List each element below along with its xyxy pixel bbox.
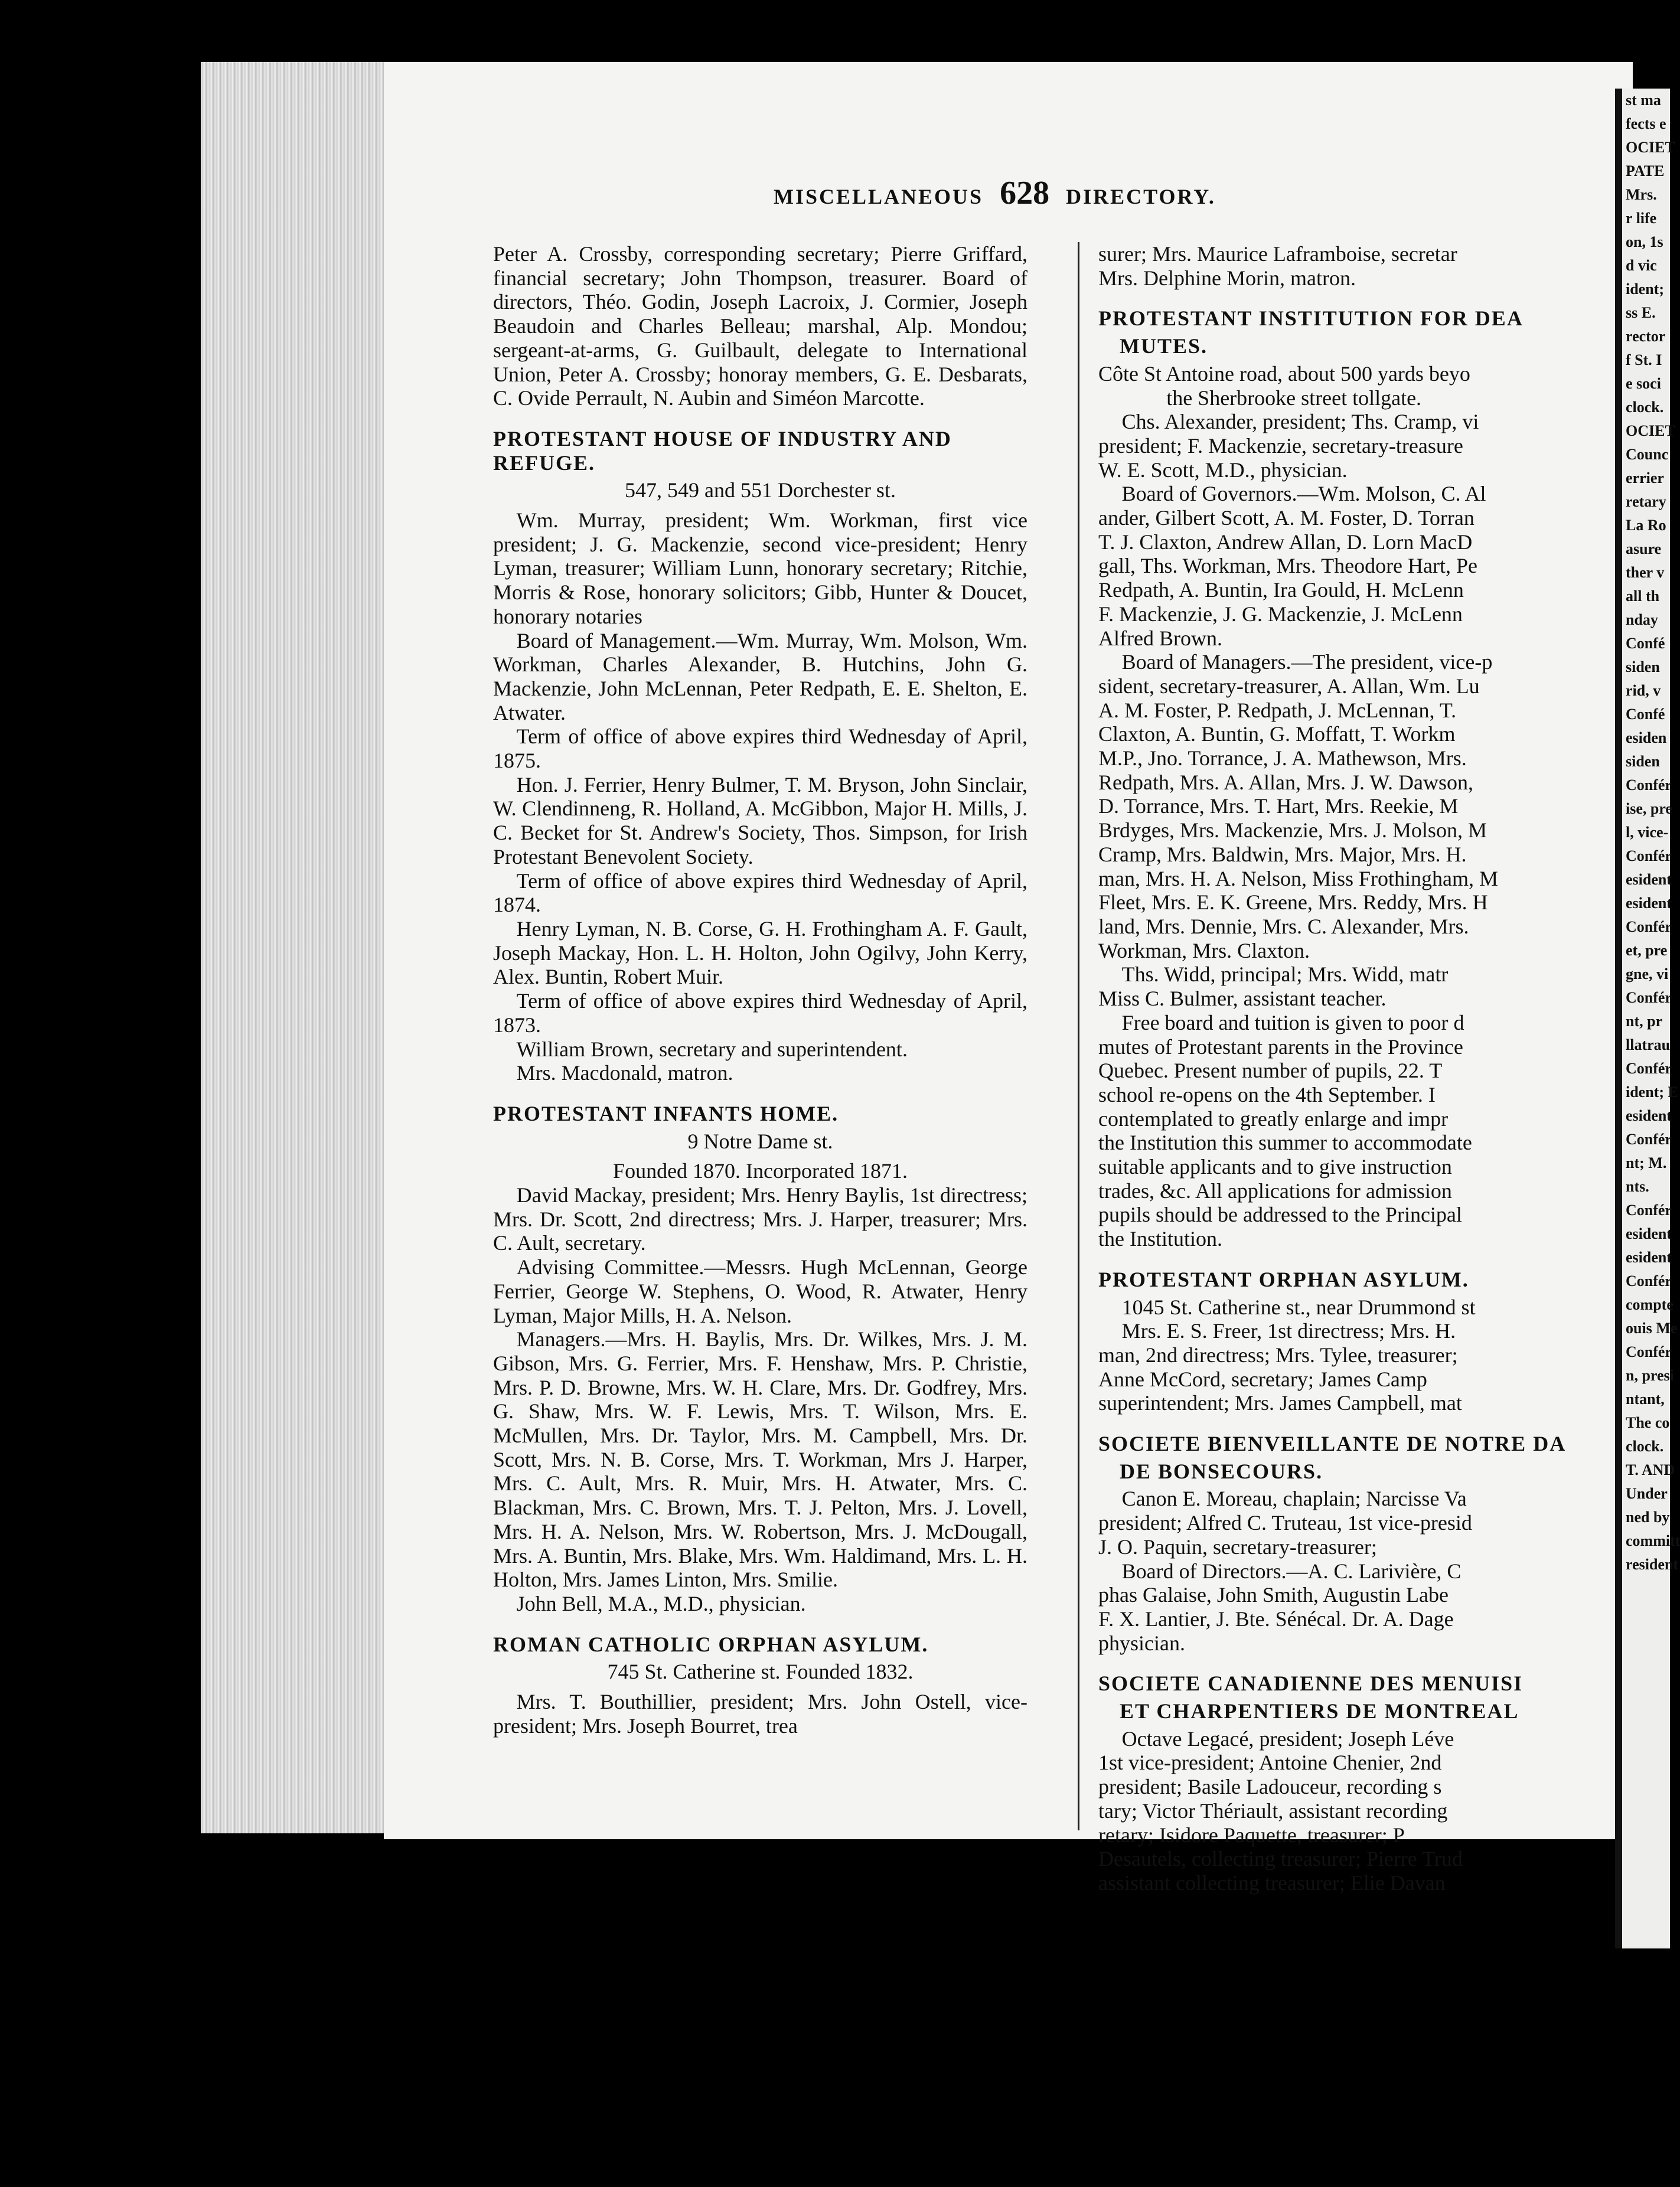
text-line: Chs. Alexander, president; Ths. Cramp, vi xyxy=(1121,410,1479,434)
fragment-line: committ xyxy=(1626,1532,1680,1549)
left-column xyxy=(493,242,1027,1738)
fragment-line: Confér xyxy=(1626,847,1672,864)
fragment-line: nday xyxy=(1626,611,1658,628)
fragment-line: et, pre xyxy=(1626,942,1668,959)
text-line: ander, Gilbert Scott, A. M. Foster, D. Torran xyxy=(1098,506,1475,530)
text-line: Workman, Mrs. Claxton. xyxy=(1098,938,1310,962)
fragment-line: clock. xyxy=(1626,1438,1664,1455)
header-right: DIRECTORY. xyxy=(1066,185,1216,208)
paragraph: Henry Lyman, N. B. Corse, G. H. Frothingham A. F. Gault, Joseph Mackay, Hon. L. H. Holton, John Ogilvy, John Kerry, Alex. Buntin, Robert Muir. xyxy=(493,916,1027,989)
text-line: J. O. Paquin, secretary-treasurer; xyxy=(1098,1535,1377,1559)
fragment-line: errier xyxy=(1626,469,1664,487)
fragment-line: Confé xyxy=(1626,706,1665,723)
fragment-line: d vic xyxy=(1626,257,1657,274)
text-line: the Sherbrooke street tollgate. xyxy=(1166,386,1422,410)
section-heading: PROTESTANT HOUSE OF INDUSTRY AND REFUGE. xyxy=(493,426,952,475)
fragment-line: nt; M. xyxy=(1626,1154,1667,1171)
text-line: president; F. Mackenzie, secretary-treasure xyxy=(1098,433,1463,458)
paragraph: Mrs. Macdonald, matron. xyxy=(516,1061,733,1085)
paragraph: John Bell, M.A., M.D., physician. xyxy=(516,1591,806,1615)
text-line: Miss C. Bulmer, assistant teacher. xyxy=(1098,987,1387,1011)
fragment-line: n, presi xyxy=(1626,1367,1674,1384)
page-number: 628 xyxy=(1000,175,1050,211)
section-heading: ET CHARPENTIERS DE MONTREAL xyxy=(1120,1699,1519,1724)
section-heading: PROTESTANT INSTITUTION FOR DEA xyxy=(1098,306,1524,331)
fragment-line: La Ro xyxy=(1626,517,1666,534)
text-line: Claxton, A. Buntin, G. Moffatt, T. Workm xyxy=(1098,722,1456,746)
text-line: D. Torrance, Mrs. T. Hart, Mrs. Reekie, M xyxy=(1098,794,1459,818)
text-line: school re-opens on the 4th September. I xyxy=(1098,1082,1436,1106)
text-line: Alfred Brown. xyxy=(1098,626,1222,650)
fragment-line: llatrau xyxy=(1626,1036,1671,1053)
fragment-line: ident; xyxy=(1626,280,1664,298)
fragment-line: Under xyxy=(1626,1485,1668,1502)
text-line: superintendent; Mrs. James Campbell, mat xyxy=(1098,1391,1462,1415)
paragraph: Term of office of above expires third Wednesday of April, 1875. xyxy=(493,724,1027,773)
fragment-line: Confér xyxy=(1626,776,1672,794)
section-heading: ROMAN CATHOLIC ORPHAN ASYLUM. xyxy=(493,1632,929,1656)
text-line: phas Galaise, John Smith, Augustin Labe xyxy=(1098,1583,1449,1607)
section-heading: SOCIETE CANADIENNE DES MENUISI xyxy=(1098,1672,1524,1696)
column-rule xyxy=(1078,242,1079,1830)
right-column xyxy=(1098,242,1571,1895)
fragment-line: clock. xyxy=(1626,399,1664,416)
fragment-line: f St. I xyxy=(1626,351,1662,368)
text-line: T. J. Claxton, Andrew Allan, D. Lorn MacD xyxy=(1098,530,1473,554)
fragment-line: rector xyxy=(1626,328,1666,345)
paragraph: Advising Committee.—Messrs. Hugh McLennan, George Ferrier, George W. Stephens, O. Wood, R. Atwater, Henry Lyman, Major Mills, H. A. Nelson. xyxy=(493,1255,1027,1327)
text-line: Redpath, A. Buntin, Ira Gould, H. McLenn xyxy=(1098,578,1464,602)
text-line: mutes of Protestant parents in the Province xyxy=(1098,1034,1463,1059)
fragment-line: siden xyxy=(1626,658,1660,675)
text-line: Desautels, collecting treasurer; Pierre Trud xyxy=(1098,1847,1463,1871)
text-line: Anne McCord, secretary; James Camp xyxy=(1098,1367,1427,1391)
fragment-line: Confér xyxy=(1626,918,1672,935)
paragraph: Hon. J. Ferrier, Henry Bulmer, T. M. Bryson, John Sinclair, W. Clendinneng, R. Holland, A. McGibbon, Major H. Mills, J. C. Becket for St. Andrew's Society, Thos. Simpson, for Irish Protestant Benevolent Society. xyxy=(493,772,1027,869)
text-line: assistant collecting treasurer; Elie Davan xyxy=(1098,1871,1446,1895)
paragraph: Wm. Murray, president; Wm. Workman, first vice president; J. G. Mackenzie, second vice-president; Henry Lyman, treasurer; William Lunn, honorary secretary; Ritchie, Morris & Rose, honorary solicitors; Gibb, Hunter & Doucet, honorary notaries xyxy=(493,508,1027,628)
paragraph: Board of Management.—Wm. Murray, Wm. Molson, Wm. Workman, Charles Alexander, B. Hutchins, John G. Mackenzie, John McLennan, Peter Redpath, E. E. Shelton, E. Atwater. xyxy=(493,628,1027,724)
fragment-line: r life xyxy=(1626,210,1657,227)
text-line: pupils should be addressed to the Principal xyxy=(1098,1203,1462,1227)
page-edges xyxy=(201,62,390,1833)
text-line: Cramp, Mrs. Baldwin, Mrs. Major, Mrs. H. xyxy=(1098,842,1467,866)
paragraph: Peter A. Crossby, corresponding secretary; Pierre Griffard, financial secretary; John Thompson, treasurer. Board of directors, Théo. Godin, Joseph Lacroix, J. Cormier, Joseph Beaudoin and Charles Belleau; marshal, Alp. Mondou; sergeant-at-arms, G. Guilbault, delegate to International Union, Peter A. Crossby; honoray members, G. E. Desbarats, C. Ovide Perrault, N. Aubin and Siméon Marcotte. xyxy=(493,242,1027,410)
text-line: retary; Isidore Paquette, treasurer; P xyxy=(1098,1823,1405,1847)
text-line: Board of Managers.—The president, vice-p xyxy=(1121,650,1493,674)
fragment-line: st ma xyxy=(1626,92,1661,109)
fragment-line: Confér xyxy=(1626,1343,1672,1360)
fragment-line: on, 1s xyxy=(1626,233,1663,250)
fragment-line: resident xyxy=(1626,1556,1679,1573)
text-line: Board of Directors.—A. C. Larivière, C xyxy=(1121,1559,1462,1583)
text-line: the Institution this summer to accommodate xyxy=(1098,1131,1472,1155)
text-line: trades, &c. All applications for admission xyxy=(1098,1179,1452,1203)
fragment-line: rid, v xyxy=(1626,682,1661,699)
fragment-line: compte xyxy=(1626,1296,1674,1313)
text-line: sident, secretary-treasurer, A. Allan, Wm. Lu xyxy=(1098,674,1480,698)
fragment-line: Confér xyxy=(1626,1060,1672,1077)
fragment-line: Confér xyxy=(1626,1202,1672,1219)
text-line: gall, Ths. Workman, Mrs. Theodore Hart, Pe xyxy=(1098,554,1478,578)
fragment-line: esiden xyxy=(1626,729,1667,746)
section-heading: PROTESTANT ORPHAN ASYLUM. xyxy=(1098,1267,1469,1291)
fragment-line: OCIET xyxy=(1626,422,1675,439)
text-line: contemplated to greatly enlarge and impr xyxy=(1098,1106,1449,1131)
fragment-line: e soci xyxy=(1626,375,1661,392)
fragment-line: Confér xyxy=(1626,1272,1672,1290)
fragment-line: esident xyxy=(1626,1107,1672,1124)
section-heading: DE BONSECOURS. xyxy=(1120,1459,1323,1483)
paragraph: David Mackay, president; Mrs. Henry Baylis, 1st directress; Mrs. Dr. Scott, 2nd directress; Mrs. J. Harper, treasurer; Mrs. C. Ault, secretary. xyxy=(493,1183,1027,1255)
paragraph: William Brown, secretary and superintendent. xyxy=(516,1037,908,1061)
text-line: Redpath, Mrs. A. Allan, Mrs. J. W. Dawson, xyxy=(1098,770,1474,794)
text-line: W. E. Scott, M.D., physician. xyxy=(1098,458,1348,482)
fragment-line: ntant, xyxy=(1626,1390,1665,1408)
fragment-line: The co xyxy=(1626,1414,1670,1431)
fragment-line: Confér xyxy=(1626,989,1672,1006)
fragment-line: all th xyxy=(1626,587,1660,605)
text-line: suitable applicants and to give instruction xyxy=(1098,1155,1452,1179)
paragraph: Term of office of above expires third Wednesday of April, 1874. xyxy=(493,869,1027,917)
text-line: Canon E. Moreau, chaplain; Narcisse Va xyxy=(1121,1487,1467,1511)
fragment-line: nts. xyxy=(1626,1178,1649,1195)
fragment-line: fects e xyxy=(1626,115,1666,132)
section-heading: MUTES. xyxy=(1120,334,1208,358)
fragment-line: esident xyxy=(1626,1225,1672,1242)
text-line: president; Alfred C. Truteau, 1st vice-presid xyxy=(1098,1511,1472,1535)
fragment-line: Counc xyxy=(1626,446,1669,463)
fragment-line: nt, pr xyxy=(1626,1013,1663,1030)
fragment-line: l, vice- xyxy=(1626,824,1669,841)
fragment-line: Confér xyxy=(1626,1131,1672,1148)
text-line: 1st vice-president; Antoine Chenier, 2nd xyxy=(1098,1751,1442,1775)
fragment-line: ss E. xyxy=(1626,304,1656,321)
next-page-fragment xyxy=(1615,89,1680,1948)
fragment-line: asure xyxy=(1626,540,1662,557)
fragment-line: Mrs. xyxy=(1626,186,1657,203)
text-line: Mrs. E. S. Freer, 1st directress; Mrs. H. xyxy=(1121,1319,1456,1343)
text-line: F. Mackenzie, J. G. Mackenzie, J. McLenn xyxy=(1098,602,1463,626)
paragraph: Mrs. T. Bouthillier, president; Mrs. John Ostell, vice-president; Mrs. Joseph Bourret, trea xyxy=(493,1690,1027,1738)
text-line: man, Mrs. H. A. Nelson, Miss Frothingham, M xyxy=(1098,866,1499,890)
text-line: president; Basile Ladouceur, recording s xyxy=(1098,1775,1442,1799)
fragment-line: T. AND xyxy=(1626,1461,1675,1478)
header-left: MISCELLANEOUS xyxy=(774,185,984,208)
section-heading: SOCIETE BIENVEILLANTE DE NOTRE DA xyxy=(1098,1432,1567,1456)
text-line: Board of Governors.—Wm. Molson, C. Al xyxy=(1121,482,1486,506)
running-header xyxy=(774,174,1216,212)
text-line: A. M. Foster, P. Redpath, J. McLennan, T. xyxy=(1098,698,1457,722)
text-line: surer; Mrs. Maurice Laframboise, secretar xyxy=(1098,242,1457,266)
fragment-line: OCIET xyxy=(1626,139,1675,156)
address: 1045 St. Catherine st., near Drummond st xyxy=(1121,1295,1476,1319)
text-line: Mrs. Delphine Morin, matron. xyxy=(1098,266,1356,290)
text-line: M.P., Jno. Torrance, J. A. Mathewson, Mrs. xyxy=(1098,746,1467,771)
fragment-line: gne, vi xyxy=(1626,965,1669,982)
text-line: physician. xyxy=(1098,1631,1185,1655)
fragment-line: ident; E xyxy=(1626,1083,1678,1101)
text-line: Quebec. Present number of pupils, 22. T xyxy=(1098,1059,1443,1083)
paragraph: Managers.—Mrs. H. Baylis, Mrs. Dr. Wilkes, Mrs. J. M. Gibson, Mrs. G. Ferrier, Mrs. F. Henshaw, Mrs. P. Christie, Mrs. P. D. Browne, Mrs. W. H. Clare, Mrs. Dr. Godfrey, Mrs. G. Shaw, Mrs. W. F. Lewis, Mrs. T. Wilson, Mrs. E. McMullen, Mrs. Dr. Taylor, Mrs. M. Campbell, Mrs. Dr. Scott, Mrs. N. B. Corse, Mrs. T. Workman, Mrs J. Harper, Mrs. C. Ault, Mrs. R. Muir, Mrs. H. Atwater, Mrs. C. Blackman, Mrs. C. Brown, Mrs. T. J. Pelton, Mrs. J. Lovell, Mrs. H. A. Nelson, Mrs. W. Robertson, Mrs. J. McDougall, Mrs. A. Buntin, Mrs. Blake, Mrs. Wm. Haldimand, Mrs. L. H. Holton, Mrs. James Linton, Mrs. Smilie. xyxy=(493,1327,1027,1592)
paragraph: Term of office of above expires third Wednesday of April, 1873. xyxy=(493,989,1027,1037)
text-line: tary; Victor Thériault, assistant recording xyxy=(1098,1798,1448,1823)
text-line: Côte St Antoine road, about 500 yards beyo xyxy=(1098,361,1470,386)
fragment-line: retary xyxy=(1626,493,1666,510)
fragment-line: siden xyxy=(1626,753,1660,770)
text-line: man, 2nd directress; Mrs. Tylee, treasurer; xyxy=(1098,1343,1458,1367)
fragment-line: ouis Me xyxy=(1626,1320,1678,1337)
text-line: Brdyges, Mrs. Mackenzie, Mrs. J. Molson, M xyxy=(1098,818,1487,843)
fragment-line: ther v xyxy=(1626,564,1665,581)
fragment-line: ned by xyxy=(1626,1509,1670,1526)
fragment-line: PATE xyxy=(1626,162,1665,179)
fragment-line: ise, pre xyxy=(1626,800,1672,817)
text-line: Ths. Widd, principal; Mrs. Widd, matr xyxy=(1121,962,1449,987)
text-line: the Institution. xyxy=(1098,1227,1222,1251)
fragment-line: esident xyxy=(1626,895,1672,912)
founded-line: Founded 1870. Incorporated 1871. xyxy=(613,1159,908,1183)
section-heading: PROTESTANT INFANTS HOME. xyxy=(493,1101,839,1125)
address: 547, 549 and 551 Dorchester st. xyxy=(625,478,896,502)
text-line: Fleet, Mrs. E. K. Greene, Mrs. Reddy, Mrs. H xyxy=(1098,890,1488,915)
text-line: Free board and tuition is given to poor d xyxy=(1121,1010,1464,1034)
text-line: Octave Legacé, president; Joseph Léve xyxy=(1121,1726,1454,1751)
text-line: land, Mrs. Dennie, Mrs. C. Alexander, Mrs. xyxy=(1098,914,1469,938)
address: 745 St. Catherine st. Founded 1832. xyxy=(607,1660,914,1684)
fragment-line: Confé xyxy=(1626,635,1665,652)
address: 9 Notre Dame st. xyxy=(687,1129,833,1153)
text-line: F. X. Lantier, J. Bte. Sénécal. Dr. A. Dage xyxy=(1098,1607,1454,1631)
fragment-line: esident xyxy=(1626,1249,1672,1266)
fragment-line: esident xyxy=(1626,871,1672,888)
